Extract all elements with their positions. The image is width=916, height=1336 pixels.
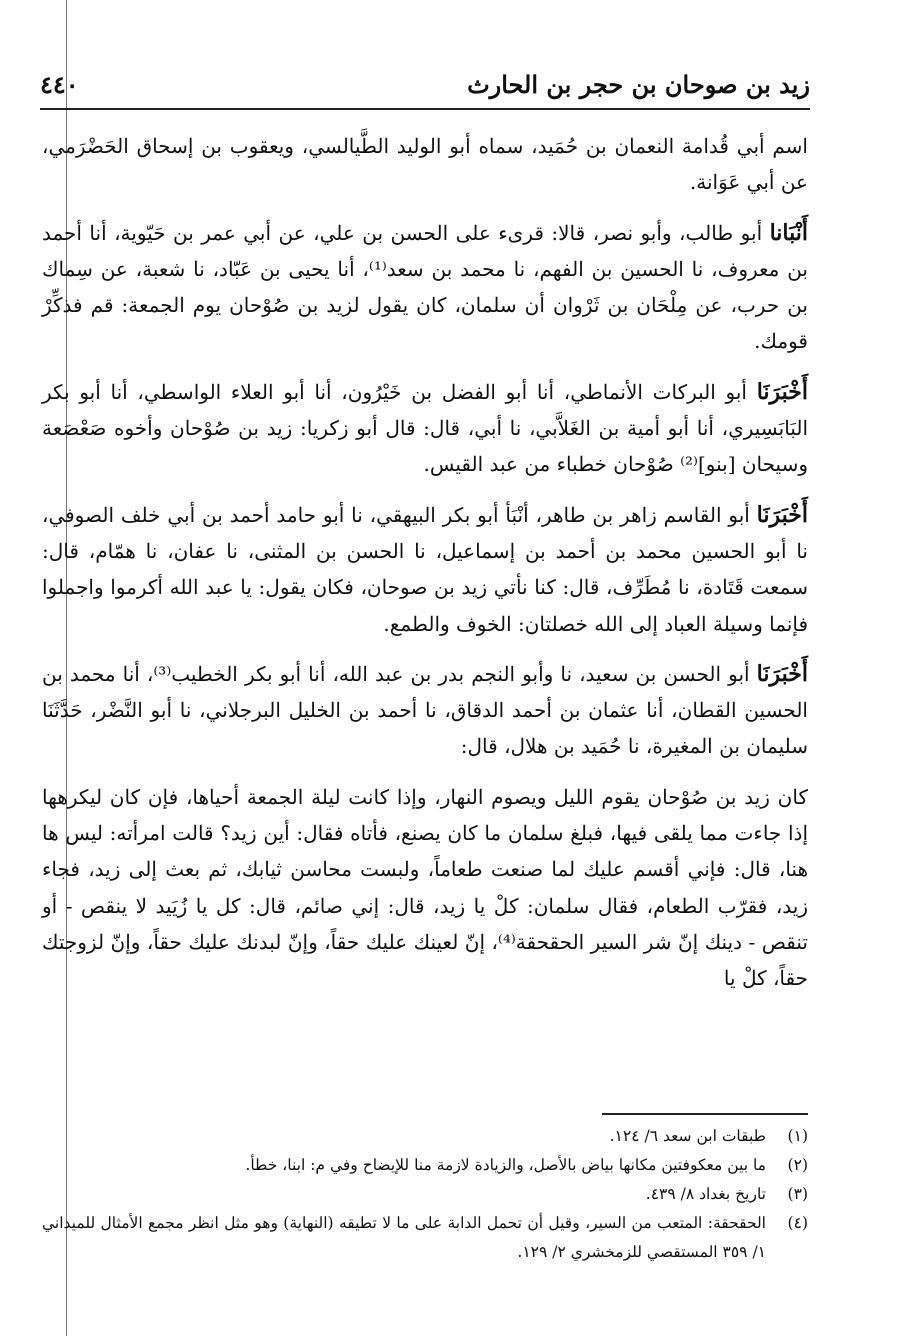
paragraph-5-text: أبو الحسن بن سعيد، نا وأبو النجم بدر بن عبد الله، أنا أبو بكر الخطيب⁽³⁾، أنا محمد بن الحسين القطان، أنا عثمان بن أحمد الدقاق، نا أحمد بن الخليل البرجلاني، نا أبو النَّضْر، حَدَّثَنَا سليمان بن المغيرة، نا حُمَيد بن هلال، قال: [42, 661, 808, 759]
paragraph-4 [42, 497, 808, 642]
footnote-3 [42, 1180, 808, 1209]
paragraph-2 [42, 215, 808, 360]
footnote-text: الحقحقة: المتعب من السير، وقيل أن تحمل الدابة على ما لا تطيقه (النهاية) وهو مثل انظر مجمع الأمثال للميداني ١/ ٣٥٩ المستقصي للزمخشري ٢/ ١٢٩. [42, 1214, 766, 1261]
paragraph-6: كان زيد بن صُوْحان يقوم الليل ويصوم النهار، وإذا كانت ليلة الجمعة أحياها، فإن كان ليكرهها إذا جاءت مما يلقى فيها، فبلغ سلمان ما كان يصنع، فأتاه فقال: أين زيد؟ قالت امرأته: ليس ها هنا، قال: فإني أقسم عليك لما صنعت طعاماً، ولبست محاسن ثيابك، ثم بعث إلى زيد، فجاء زيد، فقرّب الطعام، فقال سلمان: كلْ يا زيد، قال: إني صائم، قال: كل يا زُيَيد لا ينقص - أو تنقص - دينك إنّ شر السير الحقحقة⁽⁴⁾، إنّ لعينك عليك حقاً، وإنّ لبدنك عليك حقاً، وإنّ لزوجتك حقاً، كلْ يا [42, 784, 809, 991]
footnote-1 [42, 1122, 808, 1151]
footnote-text: ما بين معكوفتين مكانها بياض بالأصل، والزيادة لازمة منا للإيضاح وفي م: ابنا، خطأ. [245, 1156, 766, 1174]
paragraph-3 [42, 374, 808, 483]
paragraph-4-text: أبو القاسم زاهر بن طاهر، أنْبَأ أبو بكر البيهقي، نا أبو حامد أحمد بن أبي خلف الصوفي، نا أبو الحسين محمد بن أحمد بن إسماعيل، نا الحسن بن المثنى، نا عفان، نا همّام، قال: سمعت قَتَادة، نا مُطَرِّف، قال: كنا نأتي زيد بن صوحان، فكان يقول: يا عبد الله أكرموا واجملوا فإنما وسيلة العباد إلى الله خصلتان: الخوف والطمع. [42, 502, 808, 636]
footnote-rule [602, 1113, 808, 1115]
paragraph-1: اسم أبي قُدامة النعمان بن حُمَيد، سماه أبو الوليد الطَّيالسي، ويعقوب بن إسحاق الحَضْرَمي، عن أبي عَوَانة. [42, 134, 808, 195]
footnote-number: (٣) [787, 1185, 808, 1203]
footnote-text: طبقات ابن سعد ٦/ ١٢٤. [609, 1127, 766, 1145]
footnotes [42, 1122, 808, 1267]
paragraph-3-lead: أَخْبَرَنَا [756, 378, 809, 405]
page-header [40, 62, 810, 102]
paragraph-4-lead: أَخْبَرَنَا [756, 501, 808, 528]
paragraph-2-lead: أَنْبَانا [769, 219, 808, 246]
paragraph-5 [42, 656, 808, 765]
paragraph-5-lead: أَخْبَرَنَا [756, 660, 808, 687]
page-number: ٤٤٠ [40, 70, 79, 99]
footnote-2 [42, 1151, 808, 1180]
footnote-number: (٤) [787, 1214, 808, 1232]
footnote-text: تاريخ بغداد ٨/ ٤٣٩. [645, 1185, 766, 1203]
footnote-number: (١) [787, 1127, 808, 1145]
footnote-number: (٢) [787, 1156, 808, 1174]
header-rule [40, 108, 810, 110]
running-title: زيد بن صوحان بن حجر بن الحارث [467, 70, 810, 99]
paragraph-3-text: أبو البركات الأنماطي، أنا أبو الفضل بن خَيْرُون، أنا أبو العلاء الواسطي، أنا أبو بكر البَابَسِيري، أنا أبو أمية بن الغَلاَّبي، نا أبي، قال: قال أبو زكريا: زيد بن صُوْحان وأخوه صَعْصَعة وسيحان [بنو]⁽²⁾ صُوْحان خطباء من عبد القيس. [42, 379, 808, 477]
paragraph-2-text: أبو طالب، وأبو نصر، قالا: قرىء على الحسن بن علي، عن أبي عمر بن حَيّوية، أنا أحمد بن معروف، نا الحسين بن الفهم، نا محمد بن سعد⁽¹⁾، أنا يحيى بن عَبّاد، نا شعبة، عن سِماك بن حرب، عن مِلْحَان بن ثَرْوان أن سلمان، كان يقول لزيد بن صُوْحان يوم الجمعة: قم فذكِّرْ قومك. [42, 220, 808, 354]
main-text [42, 128, 808, 997]
footnote-4 [42, 1209, 808, 1267]
